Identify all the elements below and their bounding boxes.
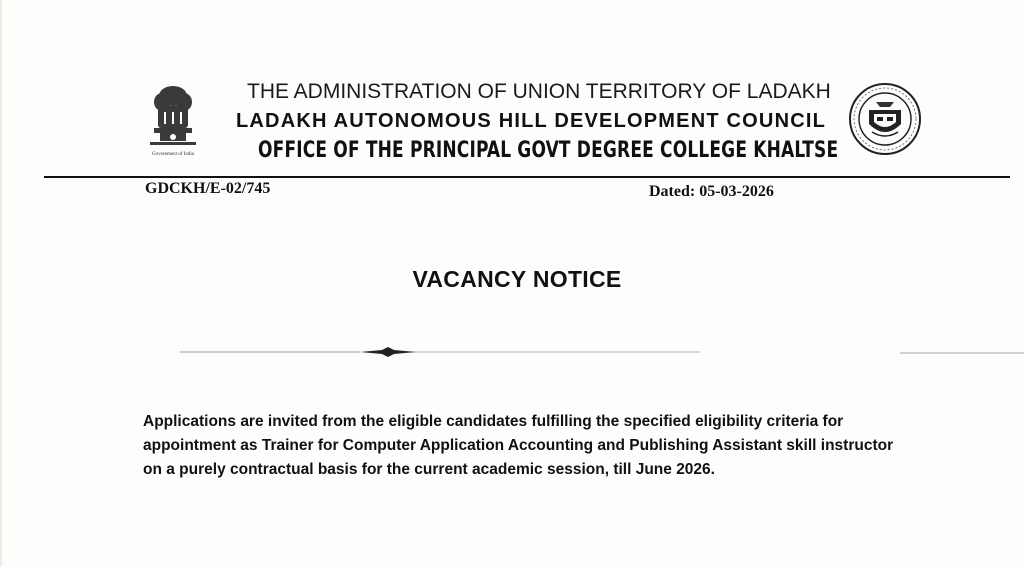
- college-seal: [846, 80, 924, 158]
- notice-body: Applications are invited from the eligible candidates fulfilling the specified eligibility criteria for appointment as Trainer for Computer Application Accounting and Publishing Assistant skill instructor on a purely contractual basis for the current academic session, till June 2026.: [143, 413, 894, 478]
- reference-number: GDCKH/E-02/745: [145, 180, 271, 197]
- header-rule: [44, 176, 1010, 178]
- ornamental-divider: [180, 344, 1024, 360]
- header-office: OFFICE OF THE PRINCIPAL GOVT DEGREE COLLEGE KHALTSE: [258, 138, 839, 163]
- college-seal-icon: [846, 80, 924, 158]
- emblem-caption: Government of India: [152, 152, 194, 157]
- national-emblem: [138, 84, 208, 164]
- header-administration: THE ADMINISTRATION OF UNION TERRITORY OF LADAKH: [247, 80, 831, 103]
- national-emblem-icon: [138, 84, 208, 152]
- notice-title: VACANCY NOTICE: [412, 266, 622, 292]
- header-council: LADAKH AUTONOMOUS HILL DEVELOPMENT COUNCIL: [236, 110, 827, 132]
- notice-date: Dated: 05-03-2026: [649, 183, 774, 200]
